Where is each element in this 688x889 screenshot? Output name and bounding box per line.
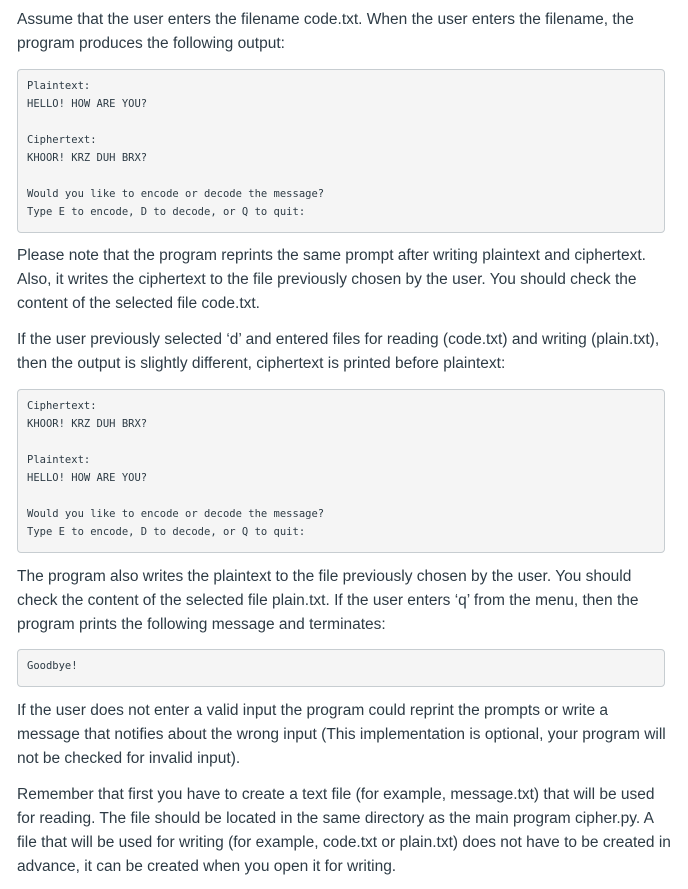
ciphertext-label: Ciphertext: xyxy=(27,400,97,412)
blank-line xyxy=(27,113,655,131)
file-setup-paragraph: Remember that first you have to create a text file (for example, message.txt) that will be used for reading. The file should be located in the same directory as the main program cipher.py. A file that will be used for writing (for example, code.txt or plain.txt) does not have to be created in advance, it can be created when you open it for writing. xyxy=(17,786,671,875)
blank-line xyxy=(27,167,655,185)
quit-output-code-block xyxy=(17,649,665,687)
intro-paragraph: Assume that the user enters the filename code.txt. When the user enters the filename, the program produces the following output: xyxy=(17,11,634,52)
blank-line xyxy=(27,433,655,451)
encode-output-code-block xyxy=(17,69,665,233)
reprint-note-paragraph: Please note that the program reprints the same prompt after writing plaintext and ciphertext. Also, it writes the ciphertext to the file previously chosen by the user. You should check the content of the selected file code.txt. xyxy=(17,247,646,312)
decode-output-code-block xyxy=(17,389,665,553)
prompt-options: Type E to encode, D to decode, or Q to quit: xyxy=(27,526,306,538)
plaintext-label: Plaintext: xyxy=(27,454,91,466)
prompt-question: Would you like to encode or decode the message? xyxy=(27,508,325,520)
plaintext-value: HELLO! HOW ARE YOU? xyxy=(27,472,148,484)
decode-intro-paragraph: If the user previously selected ‘d’ and entered files for reading (code.txt) and writing (plain.txt), then the output is slightly different, ciphertext is printed before plaintext: xyxy=(17,331,660,372)
plaintext-label: Plaintext: xyxy=(27,80,91,92)
ciphertext-label: Ciphertext: xyxy=(27,134,97,146)
blank-line xyxy=(27,487,655,505)
ciphertext-value: KHOOR! KRZ DUH BRX? xyxy=(27,418,148,430)
prompt-options: Type E to encode, D to decode, or Q to quit: xyxy=(27,206,306,218)
plaintext-value: HELLO! HOW ARE YOU? xyxy=(27,98,148,110)
ciphertext-value: KHOOR! KRZ DUH BRX? xyxy=(27,152,148,164)
plaintext-write-paragraph: The program also writes the plaintext to the file previously chosen by the user. You should check the content of the selected file plain.txt. If the user enters ‘q’ from the menu, then the program prints the following message and terminates: xyxy=(17,568,639,633)
goodbye-message: Goodbye! xyxy=(27,660,78,672)
invalid-input-paragraph: If the user does not enter a valid input the program could reprint the prompts or write a message that notifies about the wrong input (This implementation is optional, your program will not be checked for invalid input). xyxy=(17,702,666,767)
prompt-question: Would you like to encode or decode the message? xyxy=(27,188,325,200)
